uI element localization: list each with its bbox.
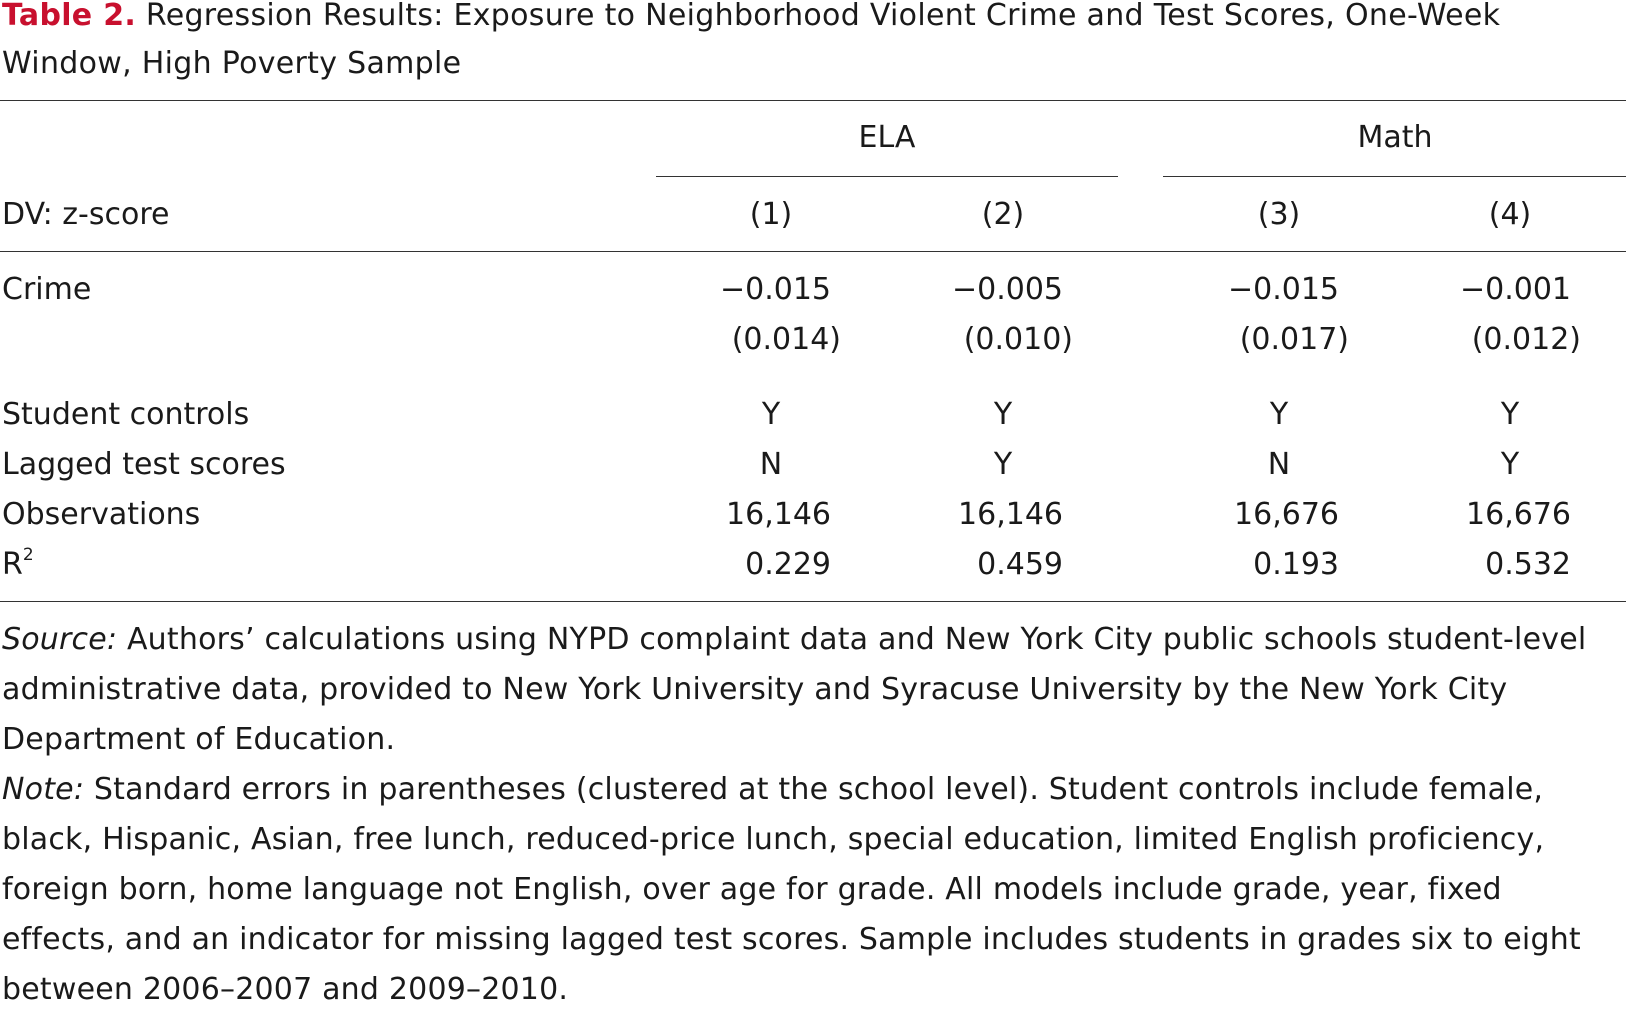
table-cell: (0.017) <box>1239 322 1349 357</box>
table-cell: −0.015 <box>1227 272 1339 307</box>
header-rule <box>0 251 1626 252</box>
table-cell: 0.193 <box>1253 547 1339 582</box>
row-label-crime: Crime <box>2 272 92 307</box>
column-header-3: (3) <box>1257 197 1301 232</box>
group-header-ela: ELA <box>858 120 916 155</box>
table-cell: (0.010) <box>963 322 1073 357</box>
table-cell: 16,676 <box>1466 497 1571 532</box>
table-notes <box>2 615 1624 1015</box>
column-header-2: (2) <box>981 197 1025 232</box>
source-text: Authors’ calculations using NYPD complaint data and New York City public schools student-level administrative data, provided to New York University and Syracuse University by the New York City Department of Education. <box>2 622 1587 757</box>
table-cell: 16,146 <box>726 497 831 532</box>
table-cell: −0.001 <box>1459 272 1571 307</box>
math-underline <box>1163 176 1626 177</box>
general-note <box>2 765 1624 1015</box>
table-cell: (0.012) <box>1471 322 1581 357</box>
table-cell: 0.229 <box>745 547 831 582</box>
row-label-student-controls: Student controls <box>2 397 250 432</box>
table-caption: Regression Results: Exposure to Neighborhood Violent Crime and Test Scores, One-Week Window, High Poverty Sample <box>2 0 1501 81</box>
row-label-observations: Observations <box>2 497 201 532</box>
stub-header: DV: z-score <box>2 197 170 232</box>
table-cell: N <box>759 447 783 482</box>
table-cell: −0.015 <box>719 272 831 307</box>
table-cell: 0.459 <box>977 547 1063 582</box>
top-rule <box>0 100 1626 101</box>
table-cell: −0.005 <box>951 272 1063 307</box>
ela-underline <box>656 176 1118 177</box>
group-header-math: Math <box>1357 120 1433 155</box>
row-label-lagged-test-scores: Lagged test scores <box>2 447 286 482</box>
table-cell: Y <box>993 447 1013 482</box>
bottom-rule <box>0 601 1626 602</box>
note-text: Standard errors in parentheses (clustered at the school level). Student controls include female, black, Hispanic, Asian, free lunch, reduced-price lunch, special education, limited English proficiency, foreign born, home language not English, over age for grade. All models include grade, year, fixed effects, and an indicator for missing lagged test scores. Sample includes students in grades six to eight between 2006–2007 and 2009–2010. <box>2 772 1581 1007</box>
table-cell: (0.014) <box>731 322 841 357</box>
note-label: Note: <box>2 772 85 807</box>
table-cell: 0.532 <box>1485 547 1571 582</box>
r-squared-letter: R <box>2 547 23 582</box>
table-number: Table 2. <box>2 0 137 33</box>
table-cell: Y <box>1500 447 1520 482</box>
table-cell: N <box>1267 447 1291 482</box>
table-cell: 16,676 <box>1234 497 1339 532</box>
table-cell: 16,146 <box>958 497 1063 532</box>
table-cell: Y <box>1269 397 1289 432</box>
r-squared-superscript: 2 <box>22 545 34 565</box>
column-header-4: (4) <box>1488 197 1532 232</box>
source-label: Source: <box>2 622 118 657</box>
table-cell: Y <box>1500 397 1520 432</box>
source-note <box>2 615 1624 765</box>
table-cell: Y <box>761 397 781 432</box>
table-title <box>2 0 1602 88</box>
row-label-r-squared <box>2 545 34 585</box>
table-cell: Y <box>993 397 1013 432</box>
column-header-1: (1) <box>749 197 793 232</box>
